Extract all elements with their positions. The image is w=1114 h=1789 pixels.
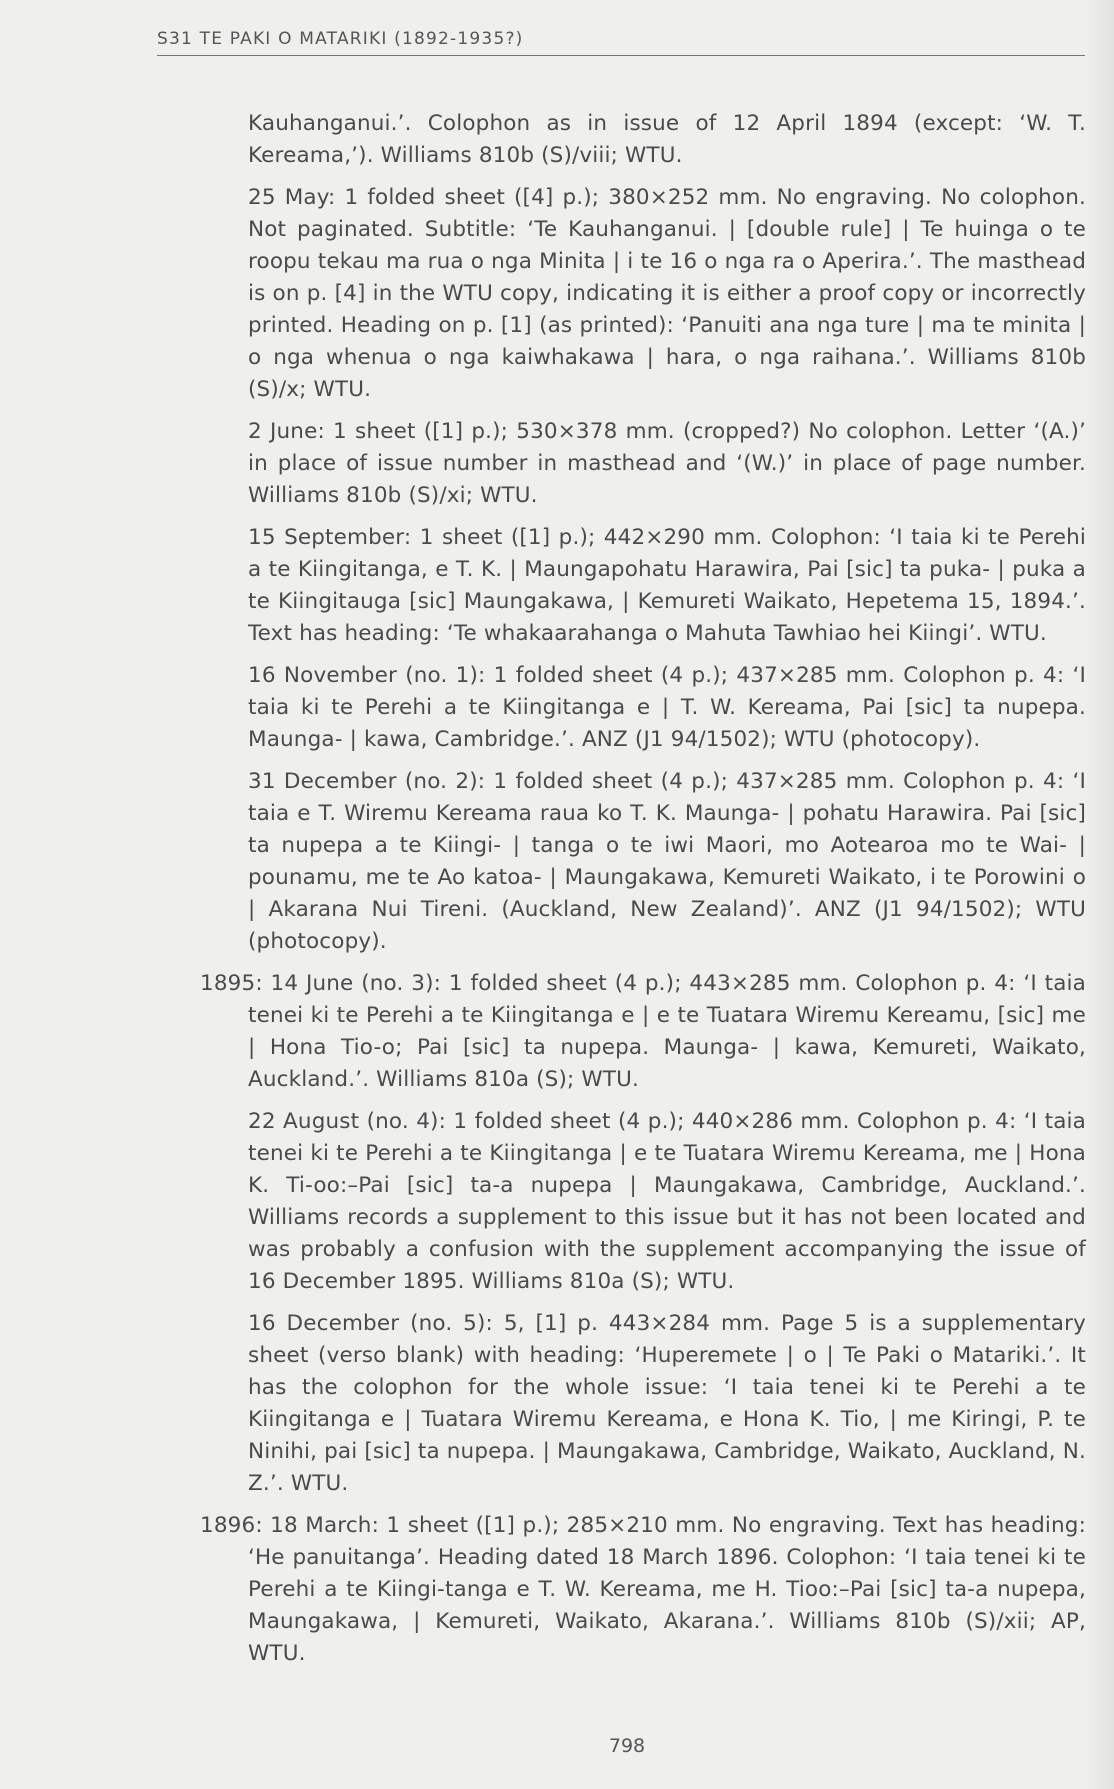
entry-2-june: 2 June: 1 sheet ([1] p.); 530×378 mm. (cropped?) No colophon. Letter ‘(A.)’ in place of issue number in masthead and ‘(W.)’ in place of page number. Williams 810b (S)/xi; WTU. <box>248 419 1086 508</box>
entry-22-august: 22 August (no. 4): 1 folded sheet (4 p.); 440×286 mm. Colophon p. 4: ‘I taia tenei ki te Perehi a te Kiingitanga | e te Tuatara Wiremu Kereama, me | Hona K. Ti-oo:–Pai [sic] ta-a nupepa | Maungakawa, Cambridge, Auckland.’. Williams records a supplement to this issue but it has not been located and was probably a confusion with the supplement accompanying the issue of 16 December 1895. Williams 810a (S); WTU. <box>248 1109 1086 1294</box>
entry-25-may: 25 May: 1 folded sheet ([4] p.); 380×252 mm. No engraving. No colophon. Not paginated. Subtitle: ‘Te Kauhanganui. | [double rule] | Te huinga o te roopu tekau ma rua o nga Minita | i te 16 o nga ra o Aperira.’. The masthead is on p. [4] in the WTU copy, indicating it is either a proof copy or incorrectly printed. Heading on p. [1] (as printed): ‘Panuiti ana nga ture | ma te minita | o nga whenua o nga kaiwhakawa | hara, o nga raihana.’. Williams 810b (S)/x; WTU. <box>248 185 1086 402</box>
entry-16-november: 16 November (no. 1): 1 folded sheet (4 p.); 437×285 mm. Colophon p. 4: ‘I taia ki te Perehi a te Kiingitanga e | T. W. Kereama, Pai [sic] ta nupepa. Maunga- | kawa, Cambridge.’. ANZ (J1 94/1502); WTU (photocopy). <box>248 663 1086 752</box>
entry-16-december: 16 December (no. 5): 5, [1] p. 443×284 mm. Page 5 is a supplementary sheet (verso blank) with heading: ‘Huperemete | o | Te Paki o Matariki.’. It has the colophon for the whole issue: ‘I taia tenei ki te Perehi a te Kiingitanga e | Tuatara Wiremu Kereama, e Hona K. Tio, | me Kiringi, P. te Ninihi, pai [sic] ta nupepa. | Maungakawa, Cambridge, Waikato, Auckland, N. Z.’. WTU. <box>248 1311 1086 1496</box>
bibliography-body <box>200 108 1086 1680</box>
running-header <box>157 26 1085 56</box>
entry-1896-18-march: 1896: 18 March: 1 sheet ([1] p.); 285×210 mm. No engraving. Text has heading: ‘He panuitanga’. Heading dated 18 March 1896. Colophon: ‘I taia tenei ki te Perehi a te Kiingi-tanga e T. W. Kereama, me H. Tioo:–Pai [sic] ta-a nupepa, Maungakawa, | Kemureti, Waikato, Akarana.’. Williams 810b (S)/xii; AP, WTU. <box>200 1513 1086 1666</box>
entry-15-september: 15 September: 1 sheet ([1] p.); 442×290 mm. Colophon: ‘I taia ki te Perehi a te Kiingitanga, e T. K. | Maungapohatu Harawira, Pai [sic] ta puka- | puka a te Kiingitauga [sic] Maungakawa, | Kemureti Waikato, Hepetema 15, 1894.’. Text has heading: ‘Te whakaarahanga o Mahuta Tawhiao hei Kiingi’. WTU. <box>248 525 1086 646</box>
entry-1895-14-june: 1895: 14 June (no. 3): 1 folded sheet (4 p.); 443×285 mm. Colophon p. 4: ‘I taia tenei ki te Perehi a te Kiingitanga e | e te Tuatara Wiremu Kereamu, [sic] me | Hona Tio-o; Pai [sic] ta nupepa. Maunga- | kawa, Kemureti, Waikato, Auckland.’. Williams 810a (S); WTU. <box>200 971 1086 1092</box>
entry-kauhanganui-continuation: Kauhanganui.’. Colophon as in issue of 12 April 1894 (except: ‘W. T. Kereama,’). Williams 810b (S)/viii; WTU. <box>248 111 1086 168</box>
running-head-text: S31 TE PAKI O MATARIKI (1892-1935?) <box>157 29 524 49</box>
entry-31-december: 31 December (no. 2): 1 folded sheet (4 p.); 437×285 mm. Colophon p. 4: ‘I taia e T. Wiremu Kereama raua ko T. K. Maunga- | pohatu Harawira. Pai [sic] ta nupepa a te Kiingi- | tanga o te iwi Maori, mo Aotearoa mo te Wai- | pounamu, me te Ao katoa- | Maungakawa, Kemureti Waikato, i te Porowini o | Akarana Nui Tireni. (Auckland, New Zealand)’. ANZ (J1 94/1502); WTU (photocopy). <box>248 769 1086 954</box>
page-number: 798 <box>608 1735 646 1757</box>
page-edge-shadow <box>1086 0 1114 1789</box>
